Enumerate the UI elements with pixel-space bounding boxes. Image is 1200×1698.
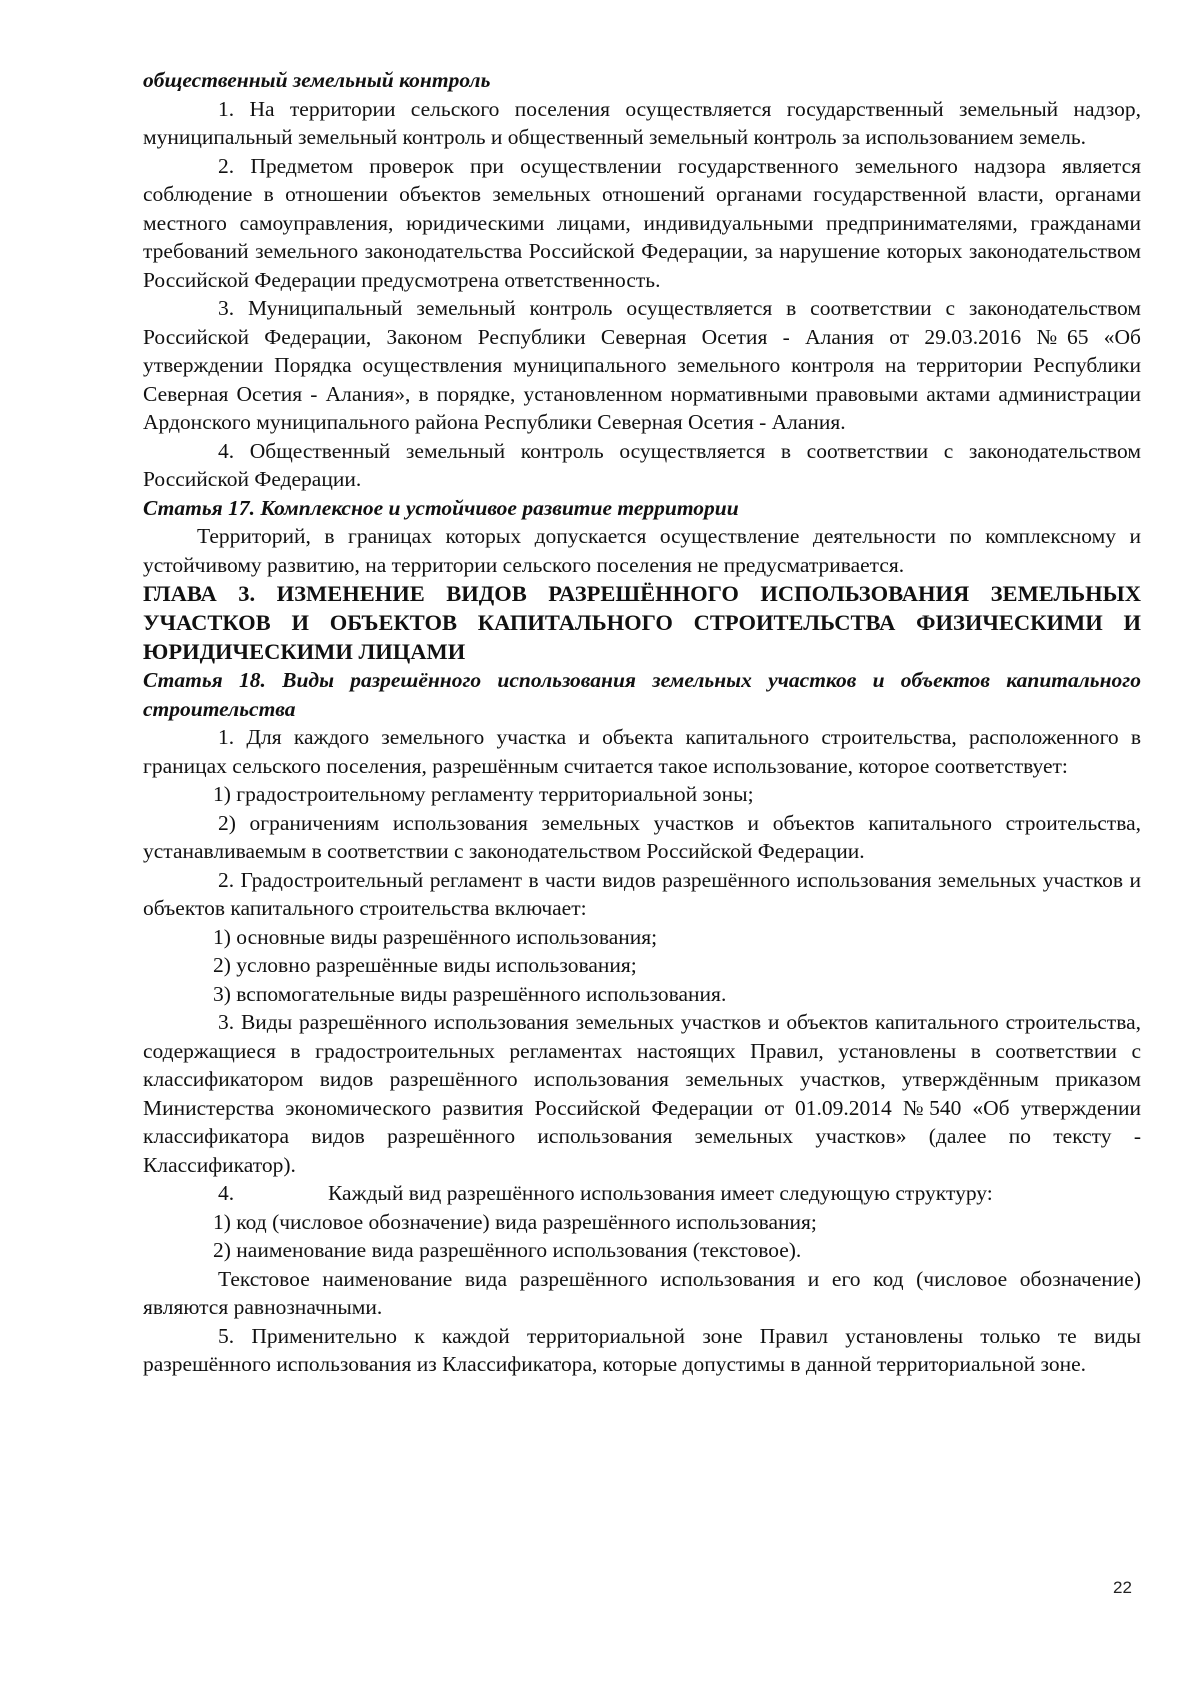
art18-paragraph-2: 2. Градостроительный регламент в части видов разрешённого использования земельных участков и объектов капитального строительства включает: xyxy=(143,867,1141,920)
page-number: 22 xyxy=(1113,1578,1132,1597)
art16-paragraph-2: 2. Предметом проверок при осуществлении государственного земельного надзора является соблюдение в отношении объектов земельных отношений органами государственной власти, органами местного самоуправления, юридическими лицами, индивидуальными предпринимателями, гражданами требований земельного законодательства Российской Федерации, за нарушение которых законодательством Российской Федерации предусмотрена ответственность. xyxy=(143,153,1141,292)
art18-p2-list-item-3: 3) вспомогательные виды разрешённого использования. xyxy=(213,981,727,1006)
art18-p1-list-item-1: 1) градостроительному регламенту территориальной зоны; xyxy=(213,782,754,806)
art18-p4-number: 4. xyxy=(218,1181,235,1205)
document-page xyxy=(143,66,1141,1379)
art18-p1-list-item-2: 2) ограничениям использования земельных участков и объектов капитального строительства, устанавливаемым в соответствии с законодательством Российской Федерации. xyxy=(143,810,1141,863)
art18-p4-note: Текстовое наименование вида разрешённого использования и его код (числовое обозначение) являются равнозначными. xyxy=(143,1266,1141,1319)
art18-paragraph-5: 5. Применительно к каждой территориальной зоне Правил установлены только те виды разрешённого использования из Классификатора, которые допустимы в данной территориальной зоне. xyxy=(143,1323,1141,1376)
art18-p2-list-item-1: 1) основные виды разрешённого использования; xyxy=(213,924,658,949)
art18-paragraph-3: 3. Виды разрешённого использования земельных участков и объектов капитального строительства, содержащиеся в градостроительных регламентах настоящих Правил, установлены в соответствии с классификатором видов разрешённого использования земельных участков, утверждённым приказом Министерства экономического развития Российской Федерации от 01.09.2014 №540 «Об утверждении классификатора видов разрешённого использования земельных участков» (далее по тексту - Классификатор). xyxy=(143,1010,1141,1177)
art18-p4-list-item-2: 2) наименование вида разрешённого использования (текстовое). xyxy=(213,1238,802,1262)
art17-paragraph-1: Территорий, в границах которых допускается осуществление деятельности по комплексному и устойчивому развитию, на территории сельского поселения не предусматривается. xyxy=(143,524,1141,577)
section-heading-continued: общественный земельный контроль xyxy=(143,68,491,92)
art16-paragraph-4: 4. Общественный земельный контроль осуществляется в соответствии с законодательством Российской Федерации. xyxy=(143,438,1141,491)
art18-p4-text: Каждый вид разрешённого использования имеет следующую структуру: xyxy=(328,1181,993,1205)
art18-paragraph-1: 1. Для каждого земельного участка и объекта капитального строительства, расположенного в границах сельского поселения, разрешённым считается такое использование, которое соответствует: xyxy=(143,725,1141,778)
art18-paragraph-4 xyxy=(143,1179,1141,1208)
chapter-3-heading: ГЛАВА 3. ИЗМЕНЕНИЕ ВИДОВ РАЗРЕШЁННОГО ИСПОЛЬЗОВАНИЯ ЗЕМЕЛЬНЫХ УЧАСТКОВ И ОБЪЕКТОВ КАПИТАЛЬНОГО СТРОИТЕЛЬСТВА ФИЗИЧЕСКИМИ И ЮРИДИЧЕСКИМИ ЛИЦАМИ xyxy=(143,581,1141,664)
art16-paragraph-3: 3. Муниципальный земельный контроль осуществляется в соответствии с законодательством Российской Федерации, Законом Республики Северная Осетия - Алания от 29.03.2016 №65 «Об утверждении Порядка осуществления муниципального земельного контроля на территории Республики Северная Осетия - Алания», в порядке, установленном нормативными правовыми актами администрации Ардонского муниципального района Республики Северная Осетия - Алания. xyxy=(143,296,1141,434)
article-17-heading: Статья 17. Комплексное и устойчивое развитие территории xyxy=(143,495,739,520)
article-18-heading: Статья 18. Виды разрешённого использования земельных участков и объектов капитального строительства xyxy=(143,668,1141,721)
art16-paragraph-1: 1. На территории сельского поселения осуществляется государственный земельный надзор, муниципальный земельный контроль и общественный земельный контроль за использованием земель. xyxy=(143,96,1141,149)
art18-p2-list-item-2: 2) условно разрешённые виды использования; xyxy=(213,953,637,977)
art18-p4-list-item-1: 1) код (числовое обозначение) вида разрешённого использования; xyxy=(213,1209,817,1234)
